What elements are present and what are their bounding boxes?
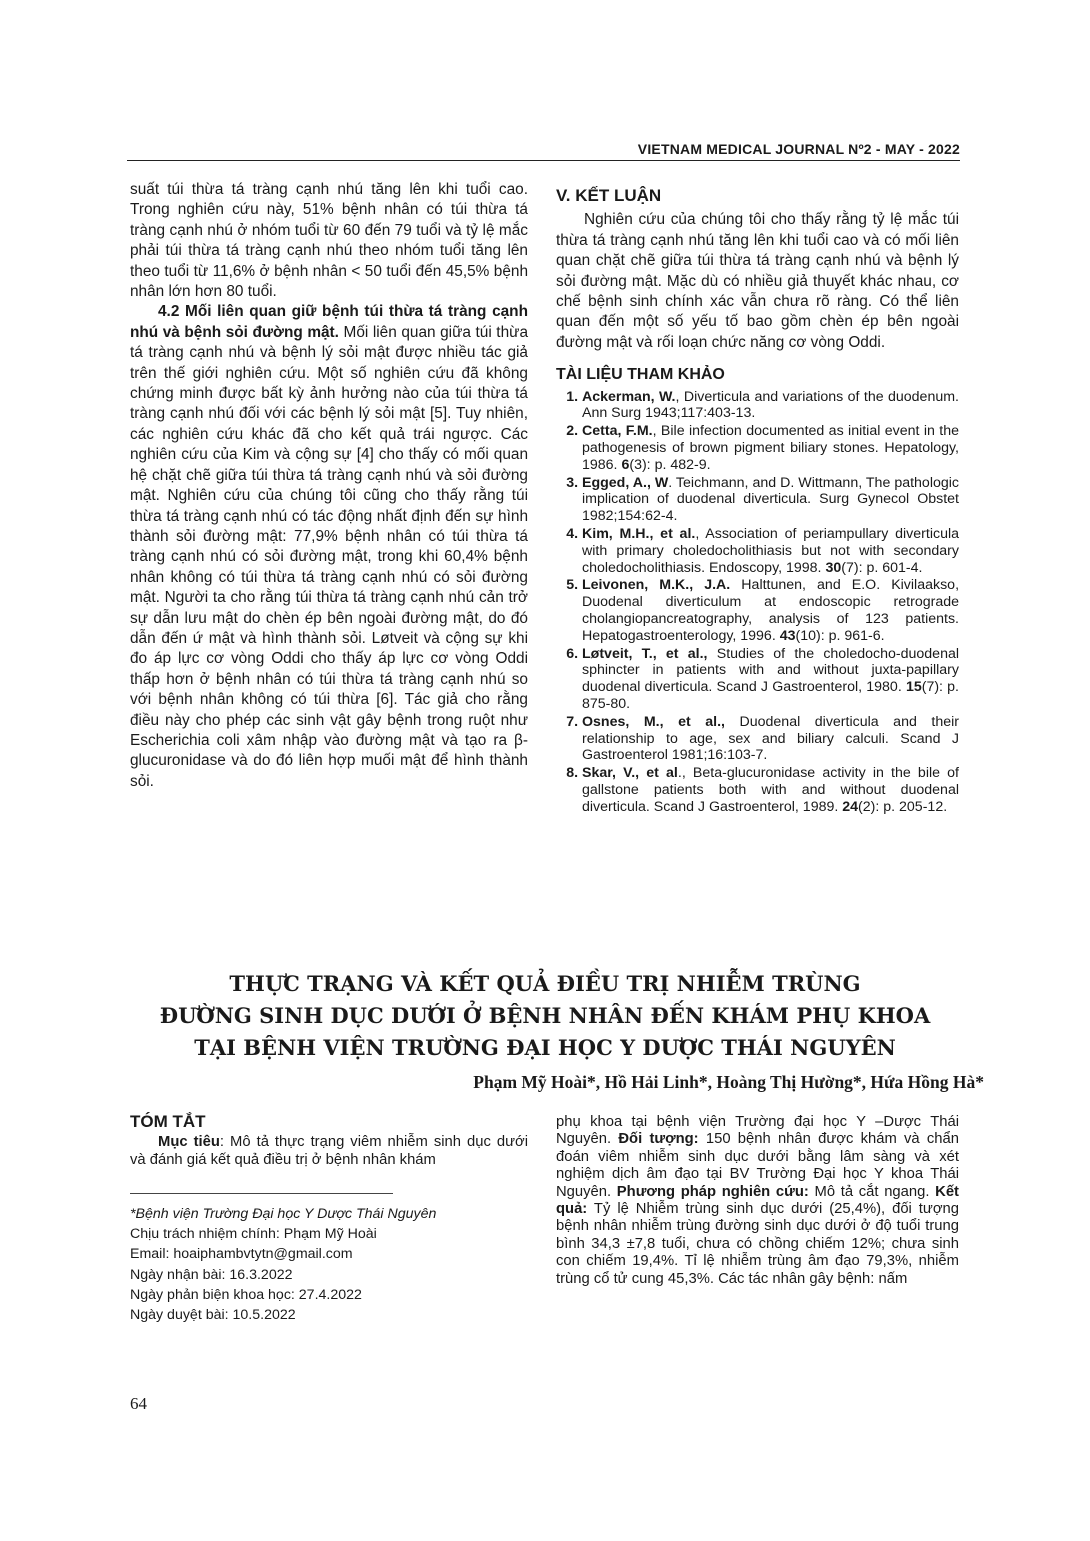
reference-author: Ackerman, W. bbox=[582, 388, 676, 405]
footnote-email: Email: hoaiphambvtytn@gmail.com bbox=[130, 1246, 353, 1263]
reference-author: Løtveit, T., et al., bbox=[582, 645, 708, 662]
reference-text: , Bile infection documented as initial event in the pathogenesis of brown pigment biliary stones. Hepatology, 1986. bbox=[582, 423, 960, 473]
reference-volume: 24 bbox=[842, 798, 859, 815]
conclusion-title: V. KẾT LUẬN bbox=[556, 186, 662, 205]
abstract-objective bbox=[130, 1133, 528, 1169]
left-column bbox=[130, 180, 528, 792]
footnote-reviewed-date: Ngày phản biện khoa học: 27.4.2022 bbox=[130, 1286, 362, 1303]
reference-pages: (3): p. 482-9. bbox=[629, 456, 711, 473]
discussion-paragraph-2-text: Mối liên quan giữa túi thừa tá tràng cạnh nhú và bệnh lý sỏi mật được nhiều tác giả trên thế giới nghiên cứu. Một số nghiên cứu đã không chứng minh được bất kỳ ảnh hưởng nào của túi thừa tá tràng cạnh nhú đối với các bệnh lý sỏi mật [5]. Tuy nhiên, các nghiên cứu khác đã cho kết quả trái ngược. Các nghiên cứu của Kim và cộng sự [4] cho thấy có mối quan hệ chặt chẽ giữa túi thừa tá tràng cạnh nhú và sỏi đường mật. Nghiên cứu của chúng tôi cũng cho thấy rằng túi thừa tá tràng cạnh nhú có tác động nhất định đến sự hình thành sỏi đường mật: 77,9% bệnh nhân có túi thừa tá tràng cạnh nhú có sỏi đường mật, trong khi 60,4% bệnh nhân không có túi thừa tá tràng cạnh nhú có sỏi đường mật. Người ta cho rằng túi thừa tá tràng cạnh nhú cản trở sự dẫn lưu mật do chèn ép bên ngoài đường mật, do đó dẫn đến ứ mật và hình thành sỏi. Løtveit và cộng sự khi đo áp lực cơ vòng Oddi cho thấy áp lực cơ vòng Oddi thấp hơn ở bệnh nhân có túi thừa tá tràng cạnh nhú so với bệnh nhân không có túi thừa [6]. Tác giả cho rằng điều này cho phép các sinh vật gây bệnh trong ruột như Escherichia coli xâm nhập vào đường mật và tạo ra β-glucuronidase và do đó liên hợp muối mật để hình thành sỏi. bbox=[130, 323, 528, 790]
footnote-affiliation: *Bệnh viện Trường Đại học Y Dược Thái Nguyên bbox=[130, 1206, 437, 1222]
reference-pages: (7): p. 875-80. bbox=[582, 679, 959, 712]
reference-volume: 43 bbox=[779, 627, 796, 644]
methods-label: Phương pháp nghiên cứu: bbox=[616, 1183, 809, 1200]
reference-text: . Teichmann, and D. Wittmann, The pathologic implication of duodenal diverticula. Surg Gynecol Obstet 1982;154:62-4. bbox=[582, 474, 959, 525]
article-title-line: ĐƯỜNG SINH DỤC DƯỚI Ở BỆNH NHÂN ĐẾN KHÁM PHỤ KHOA bbox=[159, 1003, 931, 1028]
methods-text: Mô tả cắt ngang. bbox=[808, 1183, 936, 1200]
objective-text: : Mô tả thực trạng viêm nhiễm sinh dục dưới và đánh giá kết quả điều trị ở bệnh nhân khám bbox=[130, 1134, 528, 1168]
reference-author: Osnes, M., et al., bbox=[582, 713, 725, 730]
footnote-rule bbox=[130, 1193, 393, 1194]
journal-header: VIETNAM MEDICAL JOURNAL Nº2 - MAY - 2022 bbox=[637, 141, 960, 157]
abstract-right-column bbox=[556, 1114, 959, 1288]
page-number: 64 bbox=[130, 1394, 147, 1413]
header-rule bbox=[127, 160, 960, 161]
conclusion-text: Nghiên cứu của chúng tôi cho thấy rằng tỷ lệ mắc túi thừa tá tràng cạnh nhú tăng lên khi tuổi cao và có mối liên quan chặt chẽ giữa túi thừa tá tràng cạnh nhú và bệnh lý sỏi đường mật. Mặc dù có nhiều giả thuyết khác nhau, cơ chế bệnh sinh chính xác vẫn chưa rõ ràng. Có thể liên quan đến một số yếu tố bao gồm chèn ép bên ngoài đường mật và rối loạn chức năng cơ vòng Oddi. bbox=[556, 211, 959, 351]
reference-item bbox=[582, 646, 959, 713]
reference-volume: 15 bbox=[905, 679, 922, 696]
footnote-responsible: Chịu trách nhiệm chính: Phạm Mỹ Hoài bbox=[130, 1226, 377, 1243]
reference-text: Studies of the choledocho-duodenal sphincter in patients with and without juxta-papillary duodenal diverticula. Scand J Gastroenterol, 1980. bbox=[582, 645, 960, 696]
reference-item bbox=[582, 389, 959, 423]
footnote bbox=[130, 1204, 530, 1325]
abstract-intro-text: phụ khoa tại bệnh viện Trường đại học Y –Dược Thái Nguyên. bbox=[556, 1114, 959, 1148]
subjects-text: 150 bệnh nhân được khám và chẩn đoán viêm nhiễm sinh dục dưới bằng lâm sàng và xét nghiệm dịch âm đạo tại BV Trường Đại học Y khoa Thái Nguyên. bbox=[556, 1131, 959, 1200]
discussion-paragraph-1: suất túi thừa tá tràng cạnh nhú tăng lên khi tuổi cao. Trong nghiên cứu này, 51% bệnh nhân có túi thừa tá tràng cạnh nhú ở nhóm tuổi từ 60 đến 79 tuổi và tỷ lệ mắc phải túi thừa tá tràng cạnh nhú theo nhóm tuổi tăng lên theo tuổi từ 11,6% ở bệnh nhân < 50 tuổi đến 45,5% bệnh nhân lớn hơn 80 tuổi. bbox=[130, 181, 528, 301]
article-title-line: TẠI BỆNH VIỆN TRƯỜNG ĐẠI HỌC Y DƯỢC THÁI NGUYÊN bbox=[194, 1035, 896, 1060]
references-list bbox=[556, 389, 959, 816]
article-title-line: THỰC TRẠNG VÀ KẾT QUẢ ĐIỀU TRỊ NHIỄM TRÙNG bbox=[229, 971, 861, 996]
reference-author: Leivonen, M.K., J.A. bbox=[582, 577, 731, 594]
reference-text: , Diverticula and variations of the duodenum. Ann Surg 1943;117:403-13. bbox=[582, 388, 959, 422]
reference-pages: (2): p. 205-12. bbox=[858, 798, 948, 815]
reference-item bbox=[582, 765, 959, 815]
results-label: Kết quả: bbox=[556, 1183, 959, 1218]
reference-volume: 30 bbox=[825, 559, 842, 576]
footnote-accepted-date: Ngày duyệt bài: 10.5.2022 bbox=[130, 1307, 296, 1324]
reference-volume: 6 bbox=[621, 456, 630, 473]
reference-item bbox=[582, 526, 959, 576]
reference-pages: (7): p. 601-4. bbox=[841, 559, 923, 576]
subjects-label: Đối tượng: bbox=[618, 1131, 699, 1148]
footnote-received-date: Ngày nhận bài: 16.3.2022 bbox=[130, 1266, 293, 1283]
reference-item bbox=[582, 714, 959, 764]
reference-author: Egged, A., W bbox=[582, 474, 669, 491]
reference-author: Cetta, F.M. bbox=[582, 423, 653, 440]
references-title: TÀI LIỆU THAM KHẢO bbox=[556, 366, 725, 384]
reference-item bbox=[582, 423, 959, 473]
right-column bbox=[556, 186, 959, 817]
section-heading-4-2: 4.2 Mối liên quan giữ bệnh túi thừa tá tràng cạnh nhú và bệnh sỏi đường mật. bbox=[130, 303, 528, 341]
abstract-title: TÓM TẮT bbox=[130, 1112, 206, 1131]
reference-author: Skar, V., et al bbox=[582, 765, 678, 782]
reference-item bbox=[582, 577, 959, 644]
abstract-continued bbox=[556, 1114, 959, 1288]
reference-item bbox=[582, 475, 959, 525]
reference-text: ., Beta-glucuronidase activity in the bile of gallstone patients both with and without duodenal diverticula. Scand J Gastroenterol, 1989. bbox=[582, 765, 959, 815]
reference-text: Halttunen, and E.O. Kivilaakso, Duodenal diverticulum at endoscopic retrograde cholangiopancreatography, analysis of 123 patients. Hepatogastroenterology, 1996. bbox=[582, 577, 960, 644]
reference-text: Duodenal diverticula and their relationship to age, sex and biliary calculi. Scand J Gastroenterol 1981;16:103-7. bbox=[582, 713, 959, 764]
discussion-paragraph-2 bbox=[130, 302, 528, 792]
objective-label: Mục tiêu bbox=[158, 1134, 220, 1150]
article-title bbox=[100, 968, 990, 1064]
reference-pages: (10): p. 961-6. bbox=[795, 627, 885, 644]
reference-text: , Association of periampullary diverticula with primary choledocholithiasis but not with secondary choledocholithiasis. Endoscopy, 1998. bbox=[582, 526, 959, 576]
article-authors: Phạm Mỹ Hoài*, Hồ Hải Linh*, Hoàng Thị Hường*, Hứa Hồng Hà* bbox=[473, 1072, 984, 1092]
results-text: Tỷ lệ Nhiễm trùng sinh dục dưới (25,4%), đối tượng bệnh nhân nhiễm trùng đường sinh dục dưới ở độ tuổi trung bình 34,3 ±7,8 tuổi, chưa có chồng chiếm 12%; chưa sinh con chiếm 19,4%. Tỉ lệ nhiễm trùng âm đạo 79,3%, nhiễm trùng cổ tử cung 45,3%. Các tác nhân gây bệnh: nấm bbox=[556, 1201, 959, 1287]
reference-author: Kim, M.H., et al. bbox=[582, 526, 696, 543]
abstract-left-column bbox=[130, 1133, 528, 1169]
